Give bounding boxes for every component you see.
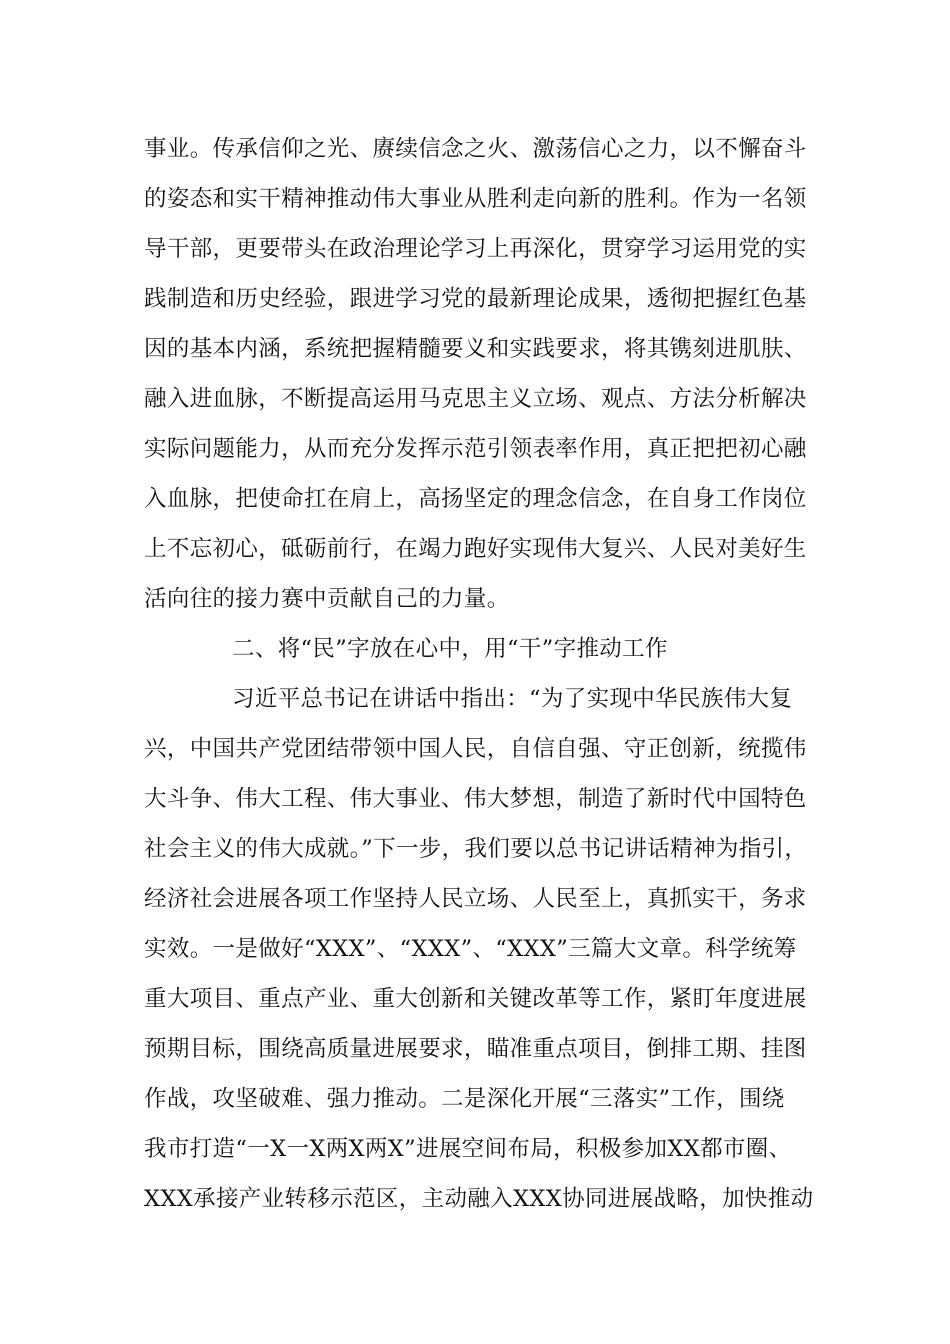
text-line: XXX承接产业转移示范区，主动融入XXX协同进展战略，加快推动: [144, 1186, 814, 1212]
text-line: 入血脉，把使命扛在肩上，高扬坚定的理念信念，在自身工作岗位: [144, 486, 807, 512]
text-line: 实际问题能力，从而充分发挥示范引领表率作用，真正把把初心融: [144, 436, 807, 462]
paragraph-first-line: 习近平总书记在讲话中指出：“为了实现中华民族伟大复: [232, 686, 793, 712]
text-line: 践制造和历史经验，跟进学习党的最新理论成果，透彻把握红色基: [144, 286, 807, 312]
text-line: 重大项目、重点产业、重大创新和关键改革等工作，紧盯年度进展: [144, 986, 807, 1012]
text-line: 预期目标，围绕高质量进展要求，瞄准重点项目，倒排工期、挂图: [144, 1036, 807, 1062]
text-line: 的姿态和实干精神推动伟大事业从胜利走向新的胜利。作为一名领: [144, 186, 807, 212]
text-line: 导干部，更要带头在政治理论学习上再深化，贯穿学习运用党的实: [144, 236, 807, 262]
section-heading: 二、将“民”字放在心中，用“干”字推动工作: [232, 636, 668, 662]
text-line: 上不忘初心，砥砺前行，在竭力跑好实现伟大复兴、人民对美好生: [144, 536, 807, 562]
text-line: 事业。传承信仰之光、赓续信念之火、激荡信心之力，以不懈奋斗: [144, 136, 807, 162]
text-line: 实效。一是做好“XXX”、“XXX”、“XXX”三篇大文章。科学统筹: [144, 936, 797, 962]
text-line: 兴，中国共产党团结带领中国人民，自信自强、守正创新，统揽伟: [144, 736, 807, 762]
text-line: 大斗争、伟大工程、伟大事业、伟大梦想，制造了新时代中国特色: [144, 786, 807, 812]
text-line: 因的基本内涵，系统把握精髓要义和实践要求，将其镌刻进肌肤、: [144, 336, 807, 362]
text-line: 社会主义的伟大成就。”下一步，我们要以总书记讲话精神为指引，: [144, 836, 808, 862]
text-line: 融入进血脉，不断提高运用马克思主义立场、观点、方法分析解决: [144, 386, 807, 412]
text-line: 活向往的接力赛中贡献自己的力量。: [144, 586, 510, 612]
text-line: 经济社会进展各项工作坚持人民立场、人民至上，真抓实干，务求: [144, 886, 807, 912]
text-line: 作战，攻坚破难、强力推动。二是深化开展“三落实”工作，围绕: [144, 1086, 785, 1112]
text-line: 我市打造“一X一X两X两X”进展空间布局，积极参加XX都市圈、: [144, 1136, 792, 1162]
